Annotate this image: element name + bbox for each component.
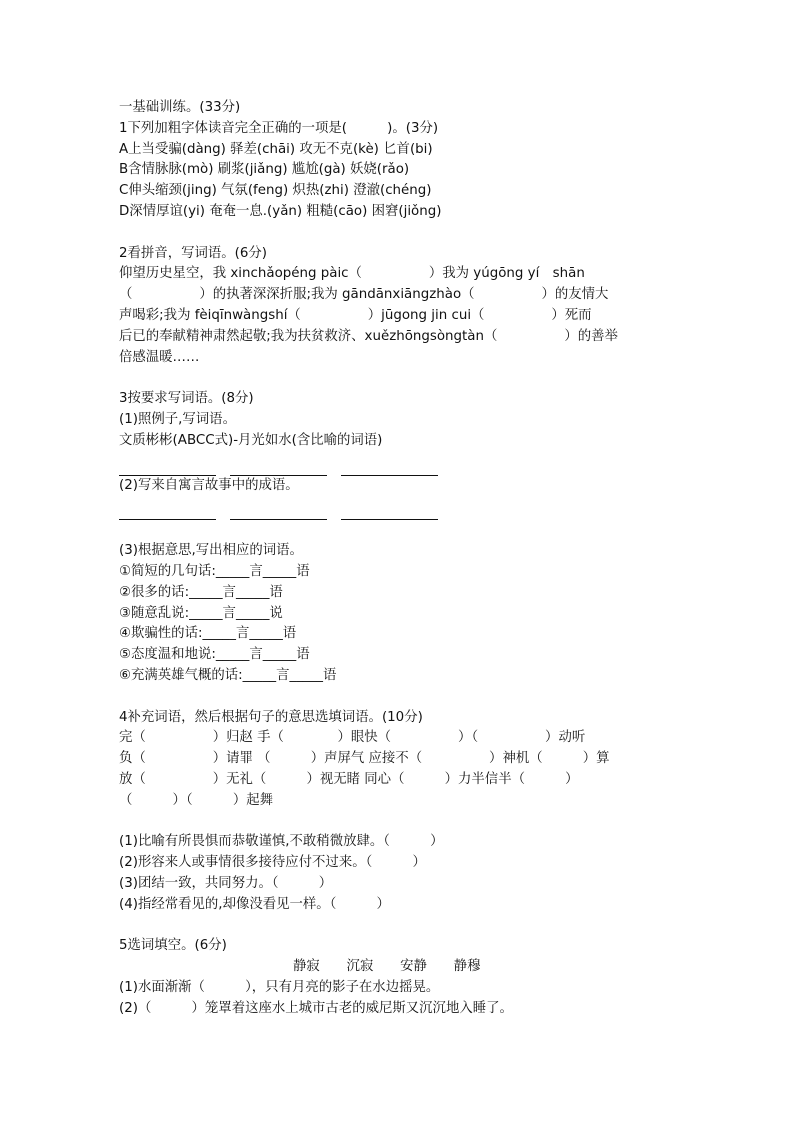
spacer <box>119 368 689 389</box>
q3-sub1-answer-lines <box>119 452 689 476</box>
q1-option-d: D深情厚谊(yi) 奄奄一息.(yǎn) 粗糙(cāo) 困窘(jiǒng) <box>119 203 442 219</box>
q3-sub3-item: ③随意乱说:_____言_____说 <box>119 605 283 621</box>
worksheet-page <box>119 98 689 1019</box>
q1-stem: 1下列加粗字体读音完全正确的一项是( )。(3分) <box>119 120 439 136</box>
answer-line[interactable] <box>119 518 216 520</box>
q4-sentence: (3)团结一致，共同努力。（ ） <box>119 875 333 891</box>
section-title: 一基础训练。(33分) <box>119 100 241 115</box>
q5-stem: 5选词填空。(6分) <box>119 938 227 954</box>
q4-line: 负（ ）请罪 （ ）声屏气 应接不（ ）神机（ ）算 <box>119 751 610 767</box>
q4-line: 放（ ）无礼（ ）视无睹 同心（ ）力半信半（ ） <box>119 771 579 787</box>
q5-item: (1)水面渐渐（ ），只有月亮的影子在水边摇晃。 <box>119 979 440 995</box>
spacer <box>119 687 689 708</box>
q2-line: 仰望历史星空，我 xinchǎopéng pàic（ ）我为 yúgōng yí shān <box>119 266 585 282</box>
q1-option-c: C伸头缩颈(jing) 气氛(feng) 炽热(zhi) 澄澈(chéng) <box>119 183 432 199</box>
q3-sub3-title: (3)根据意思,写出相应的词语。 <box>119 543 303 559</box>
q3-sub1-title: (1)照例子,写词语。 <box>119 411 236 427</box>
q3-sub1-example: 文质彬彬(ABCC式)-月光如水(含比喻的词语) <box>119 432 383 448</box>
q4-sentence: (4)指经常看见的,却像没看见一样。（ ） <box>119 896 390 912</box>
q1-option-b: B含情脉脉(mò) 刷浆(jiǎng) 尴尬(gà) 妖娆(rǎo) <box>119 162 410 178</box>
spacer <box>119 223 689 244</box>
q3-sub3-item: ⑥充满英雄气概的话:_____言_____语 <box>119 667 337 683</box>
q4-stem: 4补充词语，然后根据句子的意思选填词语。(10分) <box>119 709 423 725</box>
q3-sub2-answer-lines <box>119 496 689 520</box>
spacer <box>119 915 689 936</box>
q3-sub2-title: (2)写来自寓言故事中的成语。 <box>119 477 299 493</box>
q2-line: （ ）的执著深深折服;我为 gāndānxiāngzhào（ ）的友情大 <box>119 287 609 303</box>
q4-line: （ ）（ ）起舞 <box>119 792 273 808</box>
answer-line[interactable] <box>230 518 327 520</box>
answer-line[interactable] <box>341 518 438 520</box>
q3-stem: 3按要求写词语。(8分) <box>119 391 254 407</box>
q3-sub3-item: ①简短的几句话:_____言_____语 <box>119 563 310 579</box>
q3-sub3-item: ④欺骗性的话:_____言_____语 <box>119 626 297 642</box>
q5-item: (2)（ ）笼罩着这座水上城市古老的威尼斯又沉沉地入睡了。 <box>119 1000 513 1016</box>
q3-sub3-item: ②很多的话:_____言_____语 <box>119 584 283 600</box>
q5-word-options: 静寂 沉寂 安静 静穆 <box>293 959 481 975</box>
q2-line: 声喝彩;我为 fèiqīnwàngshí（ ）jūgong jin cui（ ）死而 <box>119 307 592 323</box>
q3-sub3-item: ⑤态度温和地说:_____言_____语 <box>119 647 310 663</box>
q4-sentence: (2)形容来人或事情很多接待应付不过来。（ ） <box>119 855 426 871</box>
q2-line: 后已的奉献精神肃然起敬;我为扶贫救济、xuězhōngsòngtàn（ ）的善举 <box>119 328 618 344</box>
q4-line: 完（ ）归赵 手（ ）眼快（ ）（ ）动听 <box>119 730 586 746</box>
spacer <box>119 520 689 541</box>
answer-line[interactable] <box>341 474 438 476</box>
q2-line: 倍感温暖…… <box>119 349 200 365</box>
spacer <box>119 812 689 833</box>
q2-stem: 2看拼音，写词语。(6分) <box>119 245 268 261</box>
q1-option-a: A上当受骗(dàng) 驿差(chāi) 攻无不克(kè) 匕首(bi) <box>119 141 433 157</box>
q4-sentence: (1)比喻有所畏惧而恭敬谨慎,不敢稍微放肆。（ ） <box>119 834 444 850</box>
